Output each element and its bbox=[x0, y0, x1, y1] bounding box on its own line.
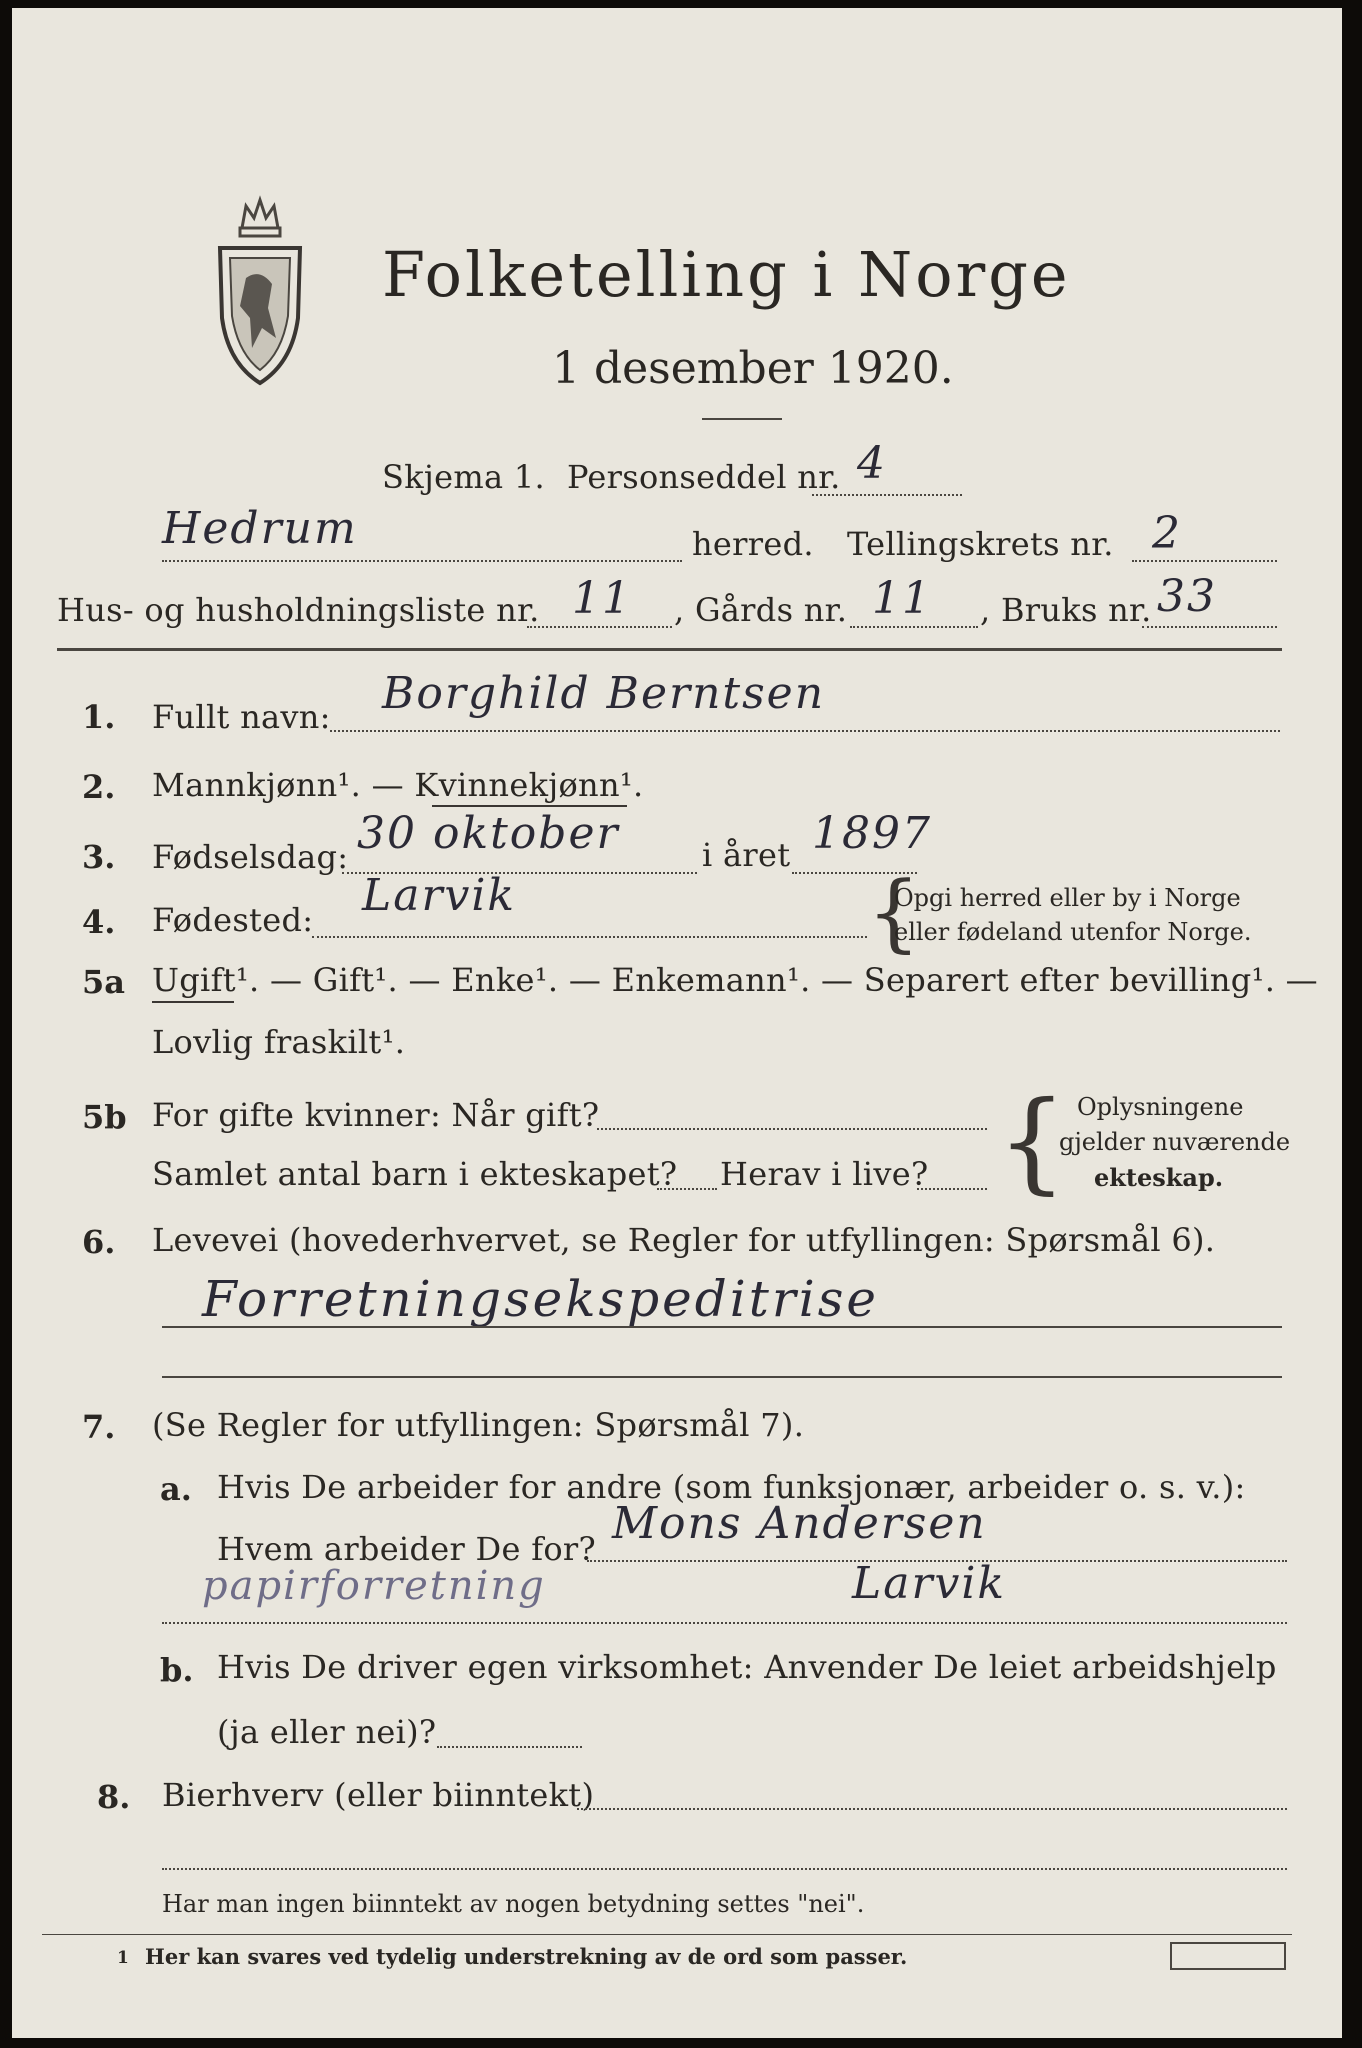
q5b-note-line1: Oplysningene bbox=[1077, 1093, 1244, 1121]
q5a-options: Ugift¹. — Gift¹. — Enke¹. — Enkemann¹. — Separert efter bevilling¹. — bbox=[152, 961, 1318, 999]
gards-line bbox=[850, 626, 978, 628]
footer-note: Har man ingen biinntekt av nogen betydning settes "nei". bbox=[162, 1890, 865, 1918]
q8-number: 8. bbox=[97, 1778, 131, 1816]
coat-of-arms-icon bbox=[212, 188, 308, 388]
q4-line bbox=[312, 936, 867, 938]
q3-number: 3. bbox=[82, 838, 116, 876]
q7a-employer-place: Larvik bbox=[852, 1558, 1007, 1609]
bruks-line bbox=[1142, 626, 1277, 628]
q2-underline bbox=[432, 805, 627, 807]
footer-rule bbox=[42, 1934, 1292, 1935]
gards-value: 11 bbox=[872, 573, 932, 624]
husliste-value: 11 bbox=[572, 573, 632, 624]
q8-line1 bbox=[577, 1808, 1287, 1810]
census-form bbox=[12, 8, 1342, 2038]
husliste-label: Hus- og husholdningsliste nr. bbox=[57, 591, 540, 629]
bruks-label: , Bruks nr. bbox=[980, 591, 1152, 629]
q4-birthplace-value: Larvik bbox=[362, 870, 517, 921]
q7b-question: Hvis De driver egen virksomhet: Anvender De leiet arbeidshjelp bbox=[217, 1648, 1277, 1686]
q7a-employer-label: Hvem arbeider De for? bbox=[217, 1530, 596, 1568]
q2-number: 2. bbox=[82, 768, 116, 806]
footnote-text: Her kan svares ved tydelig understrekning av de ord som passer. bbox=[145, 1944, 908, 1969]
q6-line1 bbox=[162, 1326, 1282, 1328]
q7-number: 7. bbox=[82, 1408, 116, 1446]
q6-occupation-value: Forretningsekspeditrise bbox=[202, 1270, 879, 1328]
q8-label: Bierhverv (eller biinntekt) bbox=[162, 1776, 595, 1814]
skjema-label: Skjema 1. bbox=[382, 458, 545, 496]
q3-label: Fødselsdag: bbox=[152, 838, 349, 876]
q5a-underline bbox=[152, 1001, 234, 1003]
q2-label: Mannkjønn¹. — Kvinnekjønn¹. bbox=[152, 766, 644, 804]
census-date: 1 desember 1920. bbox=[552, 343, 954, 394]
q7b-line bbox=[437, 1746, 582, 1748]
q5b-note-line2: gjelder nuværende bbox=[1059, 1128, 1291, 1156]
herred-label: herred. bbox=[692, 525, 814, 563]
q5b-number: 5b bbox=[82, 1098, 127, 1136]
q5b-brace: { bbox=[997, 1077, 1067, 1205]
q1-label: Fullt navn: bbox=[152, 698, 331, 736]
personseddel-line bbox=[812, 494, 962, 496]
header-rule bbox=[57, 648, 1282, 651]
q4-note-line1: Opgi herred eller by i Norge bbox=[894, 884, 1241, 912]
q5b-married-line bbox=[597, 1128, 987, 1130]
q3-year-label: i året bbox=[702, 836, 791, 874]
q7b-yes-no-label: (ja eller nei)? bbox=[217, 1713, 437, 1751]
q7a-pencil-note: papirforretning bbox=[202, 1563, 546, 1609]
q6-number: 6. bbox=[82, 1223, 116, 1261]
title-divider bbox=[702, 418, 782, 420]
q4-note-line2: eller fødeland utenfor Norge. bbox=[894, 918, 1252, 946]
q7-label: (Se Regler for utfyllingen: Spørsmål 7). bbox=[152, 1406, 805, 1444]
tellingskrets-value: 2 bbox=[1152, 508, 1182, 559]
personseddel-value: 4 bbox=[857, 438, 887, 489]
bruks-value: 33 bbox=[1157, 571, 1217, 622]
q6-label: Levevei (hovederhvervet, se Regler for utfyllingen: Spørsmål 6). bbox=[152, 1221, 1216, 1259]
q5a-options-cont: Lovlig fraskilt¹. bbox=[152, 1023, 406, 1061]
q1-number: 1. bbox=[82, 698, 116, 736]
gards-label: , Gårds nr. bbox=[674, 591, 848, 629]
q7a-question: Hvis De arbeider for andre (som funksjonær, arbeider o. s. v.): bbox=[217, 1468, 1246, 1506]
q7b-letter: b. bbox=[160, 1651, 194, 1689]
tellingskrets-line bbox=[1132, 560, 1277, 562]
q6-line2 bbox=[162, 1376, 1282, 1378]
q7a-employer-value: Mons Andersen bbox=[612, 1498, 987, 1549]
q4-brace: { bbox=[867, 863, 921, 961]
q5b-children-label: Samlet antal barn i ekteskapet? bbox=[152, 1155, 678, 1193]
personseddel-label: Personseddel nr. bbox=[567, 458, 841, 496]
q7a-line2 bbox=[162, 1622, 1287, 1624]
q1-full-name-value: Borghild Berntsen bbox=[382, 668, 826, 719]
q4-number: 4. bbox=[82, 903, 116, 941]
q5b-alive-line bbox=[917, 1188, 987, 1190]
q5b-note-line3: ekteskap. bbox=[1094, 1163, 1224, 1192]
footnote-mark: 1 bbox=[117, 1948, 129, 1968]
printer-stamp bbox=[1170, 1942, 1286, 1970]
q3-birthday-value: 30 oktober bbox=[357, 808, 620, 859]
tellingskrets-label: Tellingskrets nr. bbox=[847, 525, 1114, 563]
q5b-married-label: For gifte kvinner: Når gift? bbox=[152, 1096, 600, 1134]
q7a-letter: a. bbox=[160, 1470, 192, 1508]
q5b-children-line bbox=[657, 1188, 717, 1190]
herred-line bbox=[162, 560, 682, 562]
q5a-number: 5a bbox=[82, 963, 125, 1001]
husliste-line bbox=[527, 626, 672, 628]
form-title: Folketelling i Norge bbox=[382, 238, 1071, 311]
q5b-alive-label: Herav i live? bbox=[720, 1155, 929, 1193]
q3-year-value: 1897 bbox=[812, 808, 932, 859]
q1-line bbox=[330, 730, 1280, 732]
q4-label: Fødested: bbox=[152, 901, 314, 939]
herred-value: Hedrum bbox=[162, 503, 358, 554]
q8-line2 bbox=[162, 1868, 1287, 1870]
